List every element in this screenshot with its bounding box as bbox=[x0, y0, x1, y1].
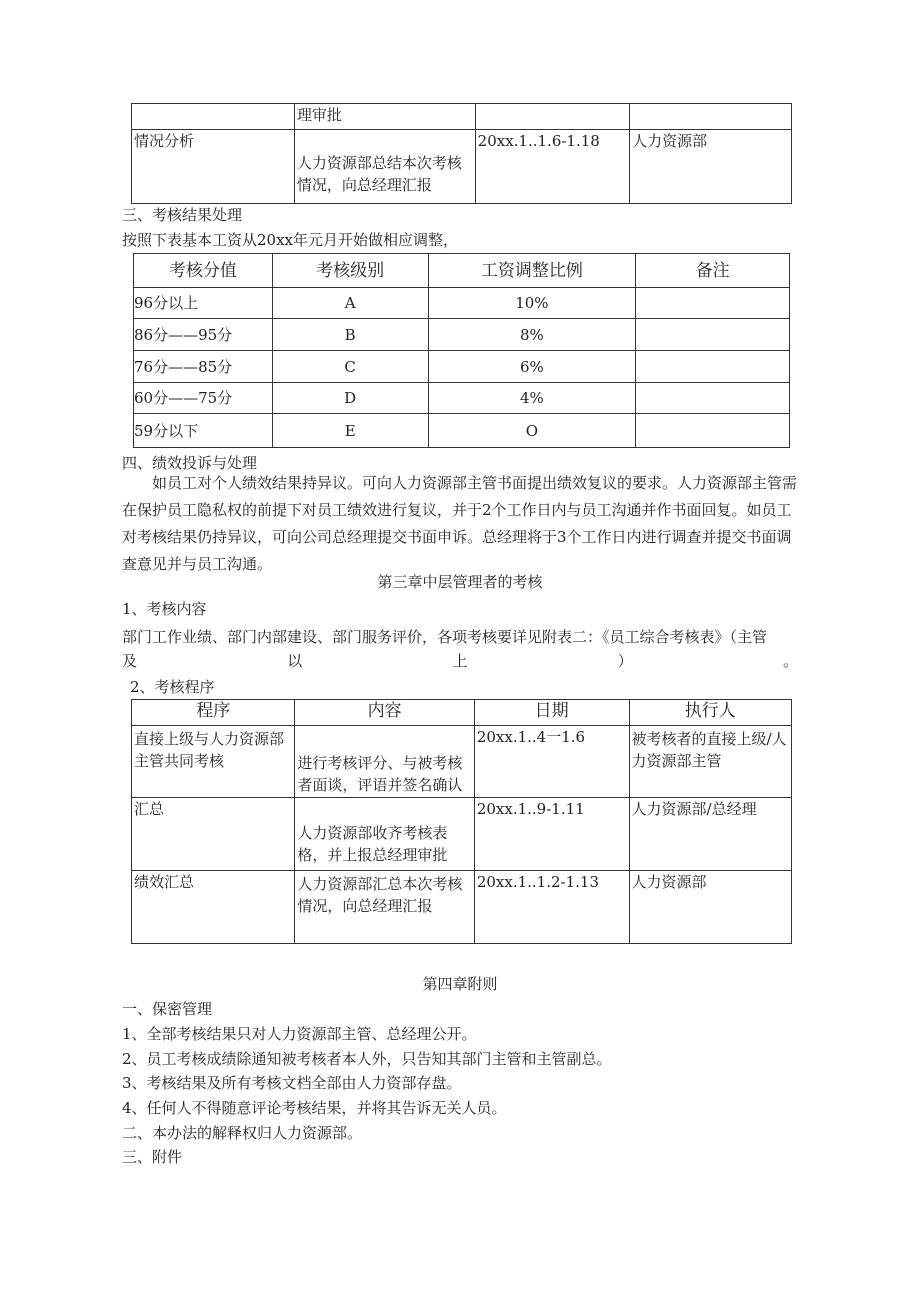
section-heading: 三、考核结果处理 bbox=[122, 206, 243, 224]
table-header-row bbox=[132, 700, 792, 726]
table-row bbox=[132, 726, 792, 798]
table-cell: O bbox=[428, 414, 636, 448]
table-cell: 情况分析 bbox=[132, 130, 295, 204]
table-cell: 8% bbox=[428, 319, 636, 351]
table-cell bbox=[636, 383, 790, 414]
table-continued bbox=[131, 103, 792, 204]
table-header-cell: 工资调整比例 bbox=[428, 254, 636, 288]
text-fragment: ） bbox=[617, 652, 633, 670]
table-header-cell: 执行人 bbox=[629, 700, 791, 726]
section-heading: 四、绩效投诉与处理 bbox=[122, 454, 258, 472]
table-cell: 人力资源部 bbox=[630, 130, 792, 204]
table-cell: 汇总 bbox=[132, 798, 295, 871]
section-intro: 按照下表基本工资从20xx年元月开始做相应调整， bbox=[122, 231, 459, 249]
table-header-cell: 考核级别 bbox=[272, 254, 428, 288]
table-cell: 理审批 bbox=[294, 104, 475, 130]
table-cell bbox=[636, 351, 790, 383]
table-cell: 绩效汇总 bbox=[132, 871, 295, 944]
text-fragment: 上 bbox=[452, 652, 468, 670]
table-cell: 被考核者的直接上级/人力资源部主管 bbox=[629, 726, 791, 798]
table-cell: 59分以下 bbox=[134, 414, 273, 448]
table-cell bbox=[132, 104, 295, 130]
salary-adjustment-table bbox=[133, 253, 790, 448]
table-row bbox=[132, 104, 792, 130]
assessment-procedure-table bbox=[131, 699, 792, 944]
table-cell: 76分——85分 bbox=[134, 351, 273, 383]
table-cell bbox=[475, 104, 629, 130]
table-header-cell: 内容 bbox=[295, 700, 474, 726]
table-cell bbox=[636, 414, 790, 448]
table-cell: D bbox=[272, 383, 428, 414]
table-cell: 96分以上 bbox=[134, 288, 273, 319]
table-cell: 10% bbox=[428, 288, 636, 319]
table-row bbox=[134, 414, 790, 448]
table-cell bbox=[630, 104, 792, 130]
chapter-title: 第三章中层管理者的考核 bbox=[377, 573, 543, 591]
table-cell: C bbox=[272, 351, 428, 383]
table-row bbox=[134, 319, 790, 351]
table-header-row bbox=[134, 254, 790, 288]
text-fragment: 以 bbox=[287, 652, 303, 670]
table-cell: 60分——75分 bbox=[134, 383, 273, 414]
table-cell: B bbox=[272, 319, 428, 351]
list-item: 2、员工考核成绩除通知被考核者本人外，只告知其部门主管和主管副总。 bbox=[122, 1050, 612, 1068]
table-header-cell: 程序 bbox=[132, 700, 295, 726]
list-item: 4、任何人不得随意评论考核结果，并将其告诉无关人员。 bbox=[122, 1099, 507, 1117]
chapter-title: 第四章附则 bbox=[422, 975, 498, 993]
list-item: 3、考核结果及所有考核文档全部由人力资部存盘。 bbox=[122, 1074, 462, 1092]
table-cell bbox=[636, 288, 790, 319]
table-row bbox=[132, 798, 792, 871]
table-cell: E bbox=[272, 414, 428, 448]
table-cell: 6% bbox=[428, 351, 636, 383]
table-cell: 20xx.1..9-1.11 bbox=[474, 798, 629, 871]
table-header-cell: 备注 bbox=[636, 254, 790, 288]
table-row bbox=[132, 130, 792, 204]
table-cell: 人力资源部收齐考核表格，并上报总经理审批 bbox=[295, 798, 474, 871]
table-cell: 20xx.1..1.6-1.18 bbox=[475, 130, 629, 204]
table-cell: 人力资源部总结本次考核情况，向总经理汇报 bbox=[294, 130, 475, 204]
table-cell: 20xx.1..1.2-1.13 bbox=[474, 871, 629, 944]
table-cell: 直接上级与人力资源部主管共同考核 bbox=[132, 726, 295, 798]
table-cell: A bbox=[272, 288, 428, 319]
list-item: 1、全部考核结果只对人力资源部主管、总经理公开。 bbox=[122, 1025, 477, 1043]
table-cell: 人力资源部/总经理 bbox=[629, 798, 791, 871]
text-fragment: 。 bbox=[782, 652, 798, 670]
table-row bbox=[132, 871, 792, 944]
table-row bbox=[134, 383, 790, 414]
item-body: 部门工作业绩、部门内部建设、部门服务评价，各项考核要详见附表二：《员工综合考核表》（主管 bbox=[122, 628, 768, 646]
item-heading: 1、考核内容 bbox=[122, 600, 207, 618]
list-item: 一、保密管理 bbox=[122, 1000, 213, 1018]
table-cell: 进行考核评分、与被考核者面谈，评语并签名确认 bbox=[295, 726, 474, 798]
text-fragment: 及 bbox=[122, 652, 138, 670]
table-row bbox=[134, 351, 790, 383]
table-header-cell: 考核分值 bbox=[134, 254, 273, 288]
item-body-justified bbox=[122, 650, 798, 671]
table-cell: 4% bbox=[428, 383, 636, 414]
table-row bbox=[134, 288, 790, 319]
table-header-cell: 日期 bbox=[474, 700, 629, 726]
list-item: 三、附件 bbox=[122, 1148, 183, 1166]
table-cell bbox=[636, 319, 790, 351]
table-cell: 20xx.1..4一1.6 bbox=[474, 726, 629, 798]
complaint-paragraph: 如员工对个人绩效结果持异议。可向人力资源部主管书面提出绩效复议的要求。人力资源部主管需在保护员工隐私权的前提下对员工绩效进行复议，并于2个工作日内与员工沟通并作书面回复。如员工对考核结果仍持异议，可向公司总经理提交书面申诉。总经理将于3个工作日内进行调查并提交书面调查意见并与员工沟通。 bbox=[122, 474, 798, 573]
table-cell: 人力资源部 bbox=[629, 871, 791, 944]
table-cell: 人力资源部汇总本次考核情况，向总经理汇报 bbox=[295, 871, 474, 944]
table-cell: 86分——95分 bbox=[134, 319, 273, 351]
item-heading: 2、考核程序 bbox=[130, 678, 215, 696]
list-item: 二、本办法的解释权归人力资源部。 bbox=[122, 1124, 363, 1142]
